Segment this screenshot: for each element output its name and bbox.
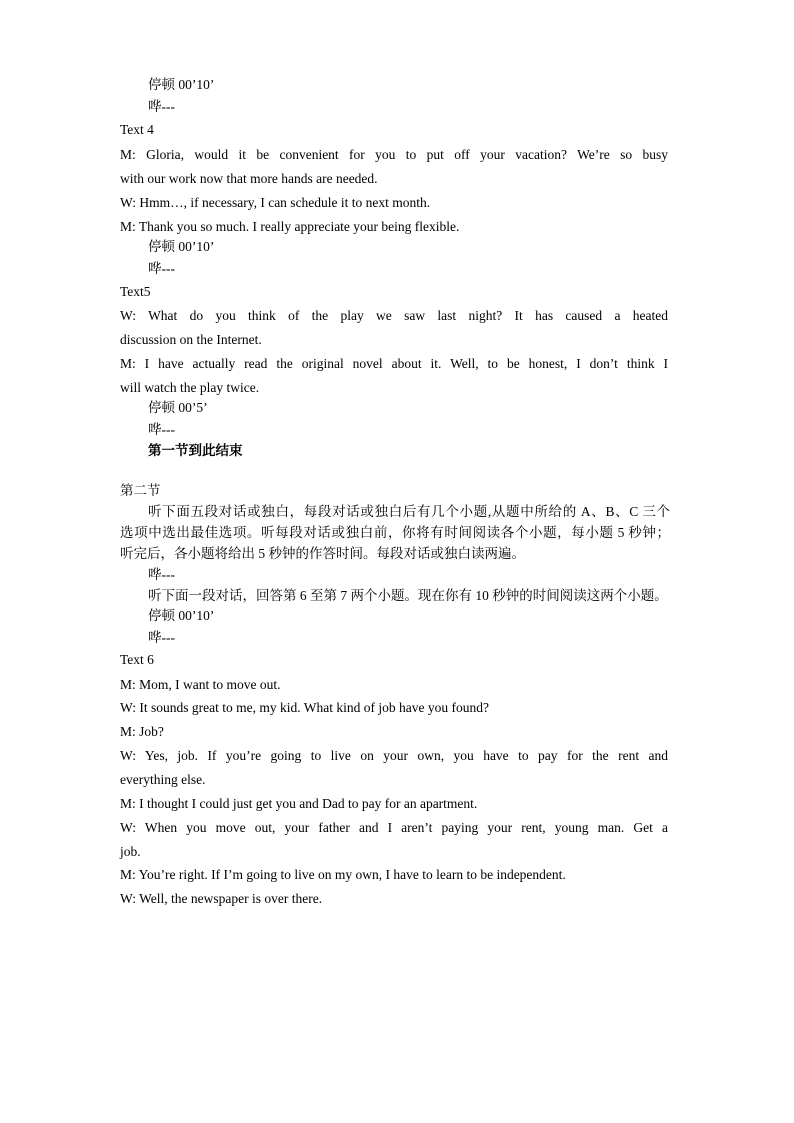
section-end-heading: 第一节到此结束 [148,443,243,458]
instruction-line: 听下面五段对话或独白，每段对话或独白后有几个小题,从题中所给的 A、B、C 三个 [148,504,670,519]
instruction-line: 听下面一段对话，回答第 6 至第 7 两个小题。现在你有 10 秒钟的时间阅读这两个小题。 [148,588,668,603]
dialogue-line: W: What do you think of the play we saw last night? It has caused a heated [120,308,668,323]
dialogue-line: W: Hmm…, if necessary, I can schedule it to next month. [120,195,431,210]
pause-note: 停顿 00’10’ [148,77,215,92]
beep-note: 哗--- [148,99,175,114]
dialogue-line: W: Yes, job. If you’re going to live on your own, you have to pay for the rent and [120,748,668,763]
dialogue-line: job. [120,844,141,859]
dialogue-line: discussion on the Internet. [120,332,262,347]
dialogue-line: W: Well, the newspaper is over there. [120,891,323,906]
instruction-line: 选项中选出最佳选项。听每段对话或独白前，你将有时间阅读各个小题，每小题 5 秒钟； [120,525,670,540]
instruction-line: 听完后，各小题将给出 5 秒钟的作答时间。每段对话或独白读两遍。 [120,546,525,561]
text-heading: Text5 [120,284,151,299]
dialogue-line: M: Mom, I want to move out. [120,677,281,692]
text-heading: Text 6 [120,652,154,667]
section-heading: 第二节 [120,483,161,498]
dialogue-line: M: Job? [120,724,164,739]
dialogue-line: M: Gloria, would it be convenient for you to put off your vacation? We’re so busy [120,147,668,162]
pause-note: 停顿 00’10’ [148,608,215,623]
dialogue-line: M: I have actually read the original novel about it. Well, to be honest, I don’t think I [120,356,668,371]
dialogue-line: everything else. [120,772,206,787]
dialogue-line: M: You’re right. If I’m going to live on my own, I have to learn to be independent. [120,867,566,882]
dialogue-line: W: It sounds great to me, my kid. What kind of job have you found? [120,700,489,715]
dialogue-line: M: Thank you so much. I really appreciate your being flexible. [120,219,460,234]
text-heading: Text 4 [120,122,154,137]
dialogue-line: with our work now that more hands are needed. [120,171,378,186]
beep-note: 哗--- [148,261,175,276]
dialogue-line: will watch the play twice. [120,380,260,395]
pause-note: 停顿 00’5’ [148,400,208,415]
beep-note: 哗--- [148,567,175,582]
dialogue-line: W: When you move out, your father and I aren’t paying your rent, young man. Get a [120,820,668,835]
pause-note: 停顿 00’10’ [148,239,215,254]
dialogue-line: M: I thought I could just get you and Dad to pay for an apartment. [120,796,478,811]
beep-note: 哗--- [148,630,175,645]
beep-note: 哗--- [148,422,175,437]
